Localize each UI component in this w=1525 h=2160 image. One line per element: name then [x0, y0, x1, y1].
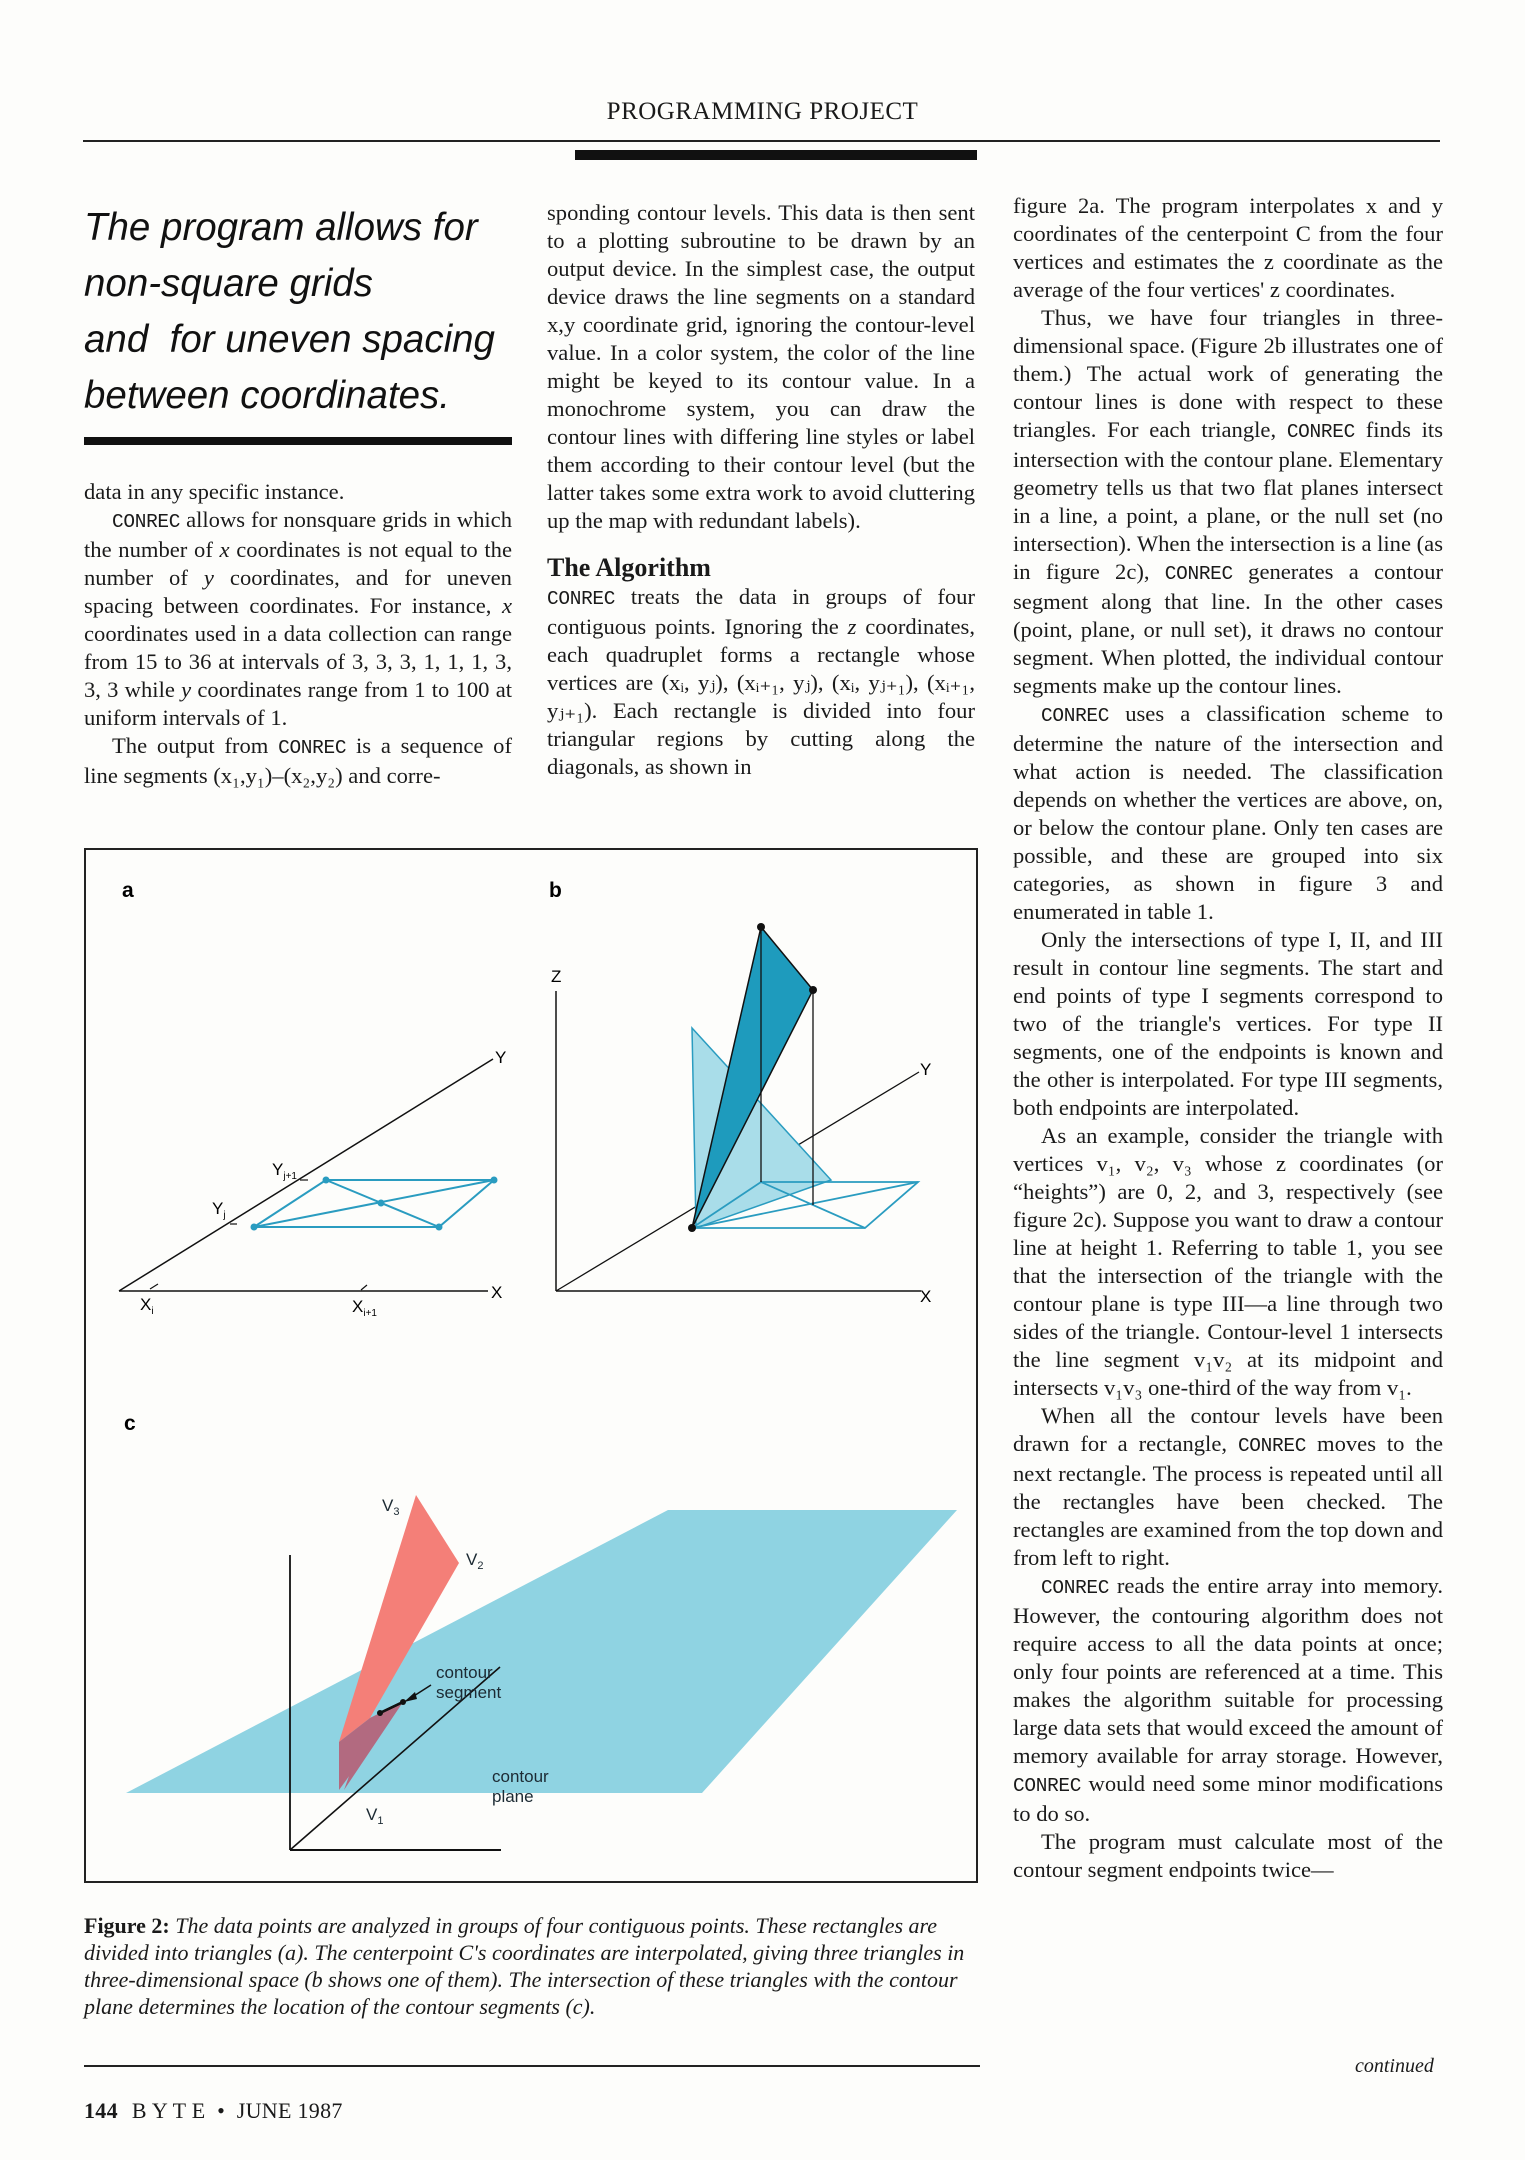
caption-label: Figure 2: [84, 1913, 170, 1938]
pullquote-line: non-square grids [84, 262, 373, 305]
paragraph: Thus, we have four triangles in three-dimensional space. (Figure 2b illustrates one of them.) The actual work of generating the contour lines is done with respect to these triangles. For each triangle, CONREC finds its intersection with the contour plane. Elementary geometry tells us that two flat planes intersect in a line, a point, a plane, or the null set (no intersection). When the intersection is a line (as in figure 2c), CONREC generates a contour segment along that line. In the other cases (point, plane, or null set), it draws no contour segment. When plotted, the individual contour segments make up the contour lines. [1013, 305, 1443, 698]
column-2 [547, 199, 975, 781]
tick-yj1: $Y_{j+1}$ [272, 1160, 297, 1182]
column-1 [84, 478, 512, 790]
code-conrec: CONREC [1041, 705, 1110, 727]
figure-2-diagrams [86, 850, 980, 1885]
section-heading: The Algorithm [547, 553, 711, 582]
panel-a-axis-y: Y [495, 1048, 507, 1067]
label-contour-segment-1: contour [436, 1663, 493, 1682]
publication-info: B Y T E • JUNE 1987 [131, 2098, 343, 2123]
code-conrec: CONREC [278, 737, 347, 759]
paragraph: figure 2a. The program interpolates x and y coordinates of the centerpoint C from the four vertices and estimates the z coordinate as the average of the four vertices' z coordinates. [1013, 193, 1443, 302]
label-contour-plane-2: plane [492, 1787, 534, 1806]
panel-b-axis-z: Z [551, 967, 562, 986]
paragraph: CONREC allows for nonsquare grids in which the number of x coordinates is not equal to the number of y coordinates, and for uneven spacing between coordinates. For instance, x coordinates used in a data collection can range from 15 to 36 at intervals of 3, 3, 3, 1, 1, 1, 3, 3, 3 while y coordinates range from 1 to 100 at uniform intervals of 1. [84, 507, 512, 730]
paragraph: As an example, consider the triangle with vertices v₁, v₂, v₃ whose z coordinates (or “heights”) are 0, 2, and 3, respectively (see figure 2c). Suppose you want to draw a contour line at height 1. Referring to table 1, you see that the intersection of the triangle with the contour plane is type III—a line through two sides of the triangle. Contour-level 1 intersects the line segment v₁v₂ at its midpoint and intersects v₁v₃ one-third of the way from v₁. [1013, 1123, 1443, 1400]
paragraph: The output from CONREC is a sequence of line segments (x₁,y₁)–(x₂,y₂) and corre- [84, 733, 513, 788]
panel-b [549, 879, 931, 1306]
code-conrec: CONREC [1013, 1775, 1082, 1797]
paragraph: CONREC treats the data in groups of four contiguous points. Ignoring the z coordinates, each quadruplet forms a rectangle whose vertices are (xᵢ, yⱼ), (xᵢ₊₁, yⱼ), (xᵢ, yⱼ₊₁), (xᵢ₊₁, yⱼ₊₁). Each rectangle is divided into four triangular regions by cutting along the diagonals, as shown in [547, 584, 975, 779]
paragraph: CONREC uses a classification scheme to determine the nature of the intersection and what action is needed. The classification depends on whether the vertices are above, on, or below the contour plane. Only ten cases are possible, and these are grouped into six categories, as shown in figure 3 and enumerated in table 1. [1013, 701, 1443, 924]
page-footer [84, 2098, 343, 2124]
panel-c-label: c [124, 1412, 136, 1435]
pullquote [84, 200, 504, 424]
panel-b-label: b [549, 879, 562, 902]
tick-xi: $X_i$ [140, 1295, 154, 1317]
panel-a-axis-x: X [491, 1283, 503, 1302]
code-conrec: CONREC [547, 588, 616, 610]
grid-rectangle [254, 1180, 494, 1227]
label-v1: $V_1$ [366, 1805, 384, 1827]
figure-caption [84, 1912, 984, 2020]
tick-yj: $Y_j$ [212, 1199, 226, 1221]
label-contour-plane-1: contour [492, 1767, 549, 1786]
panel-a [119, 879, 506, 1319]
paragraph: When all the contour levels have been drawn for a rectangle, CONREC moves to the next rectangle. The process is repeated until all the rectangles have been checked. The rectangles are examined from the top down and from left to right. [1013, 1403, 1443, 1570]
code-conrec: CONREC [112, 511, 181, 533]
pullquote-line: and for uneven spacing [84, 318, 495, 361]
pullquote-rule [84, 437, 512, 445]
panel-b-axis-y: Y [920, 1060, 932, 1079]
section-title: PROGRAMMING PROJECT [606, 98, 919, 125]
paragraph: data in any specific instance. [84, 479, 345, 504]
panel-b-axis-x: X [920, 1287, 932, 1306]
paragraph: Only the intersections of type I, II, and III result in contour line segments. The start and end points of type I segments correspond to two of the triangle's vertices. For type II segments, one of the endpoints is known and the other is interpolated. For type III segments, both endpoints are interpolated. [1013, 927, 1443, 1120]
header-bar [575, 150, 977, 160]
contour-plane [126, 1510, 957, 1793]
label-contour-segment-2: segment [436, 1683, 502, 1702]
caption-text: The data points are analyzed in groups of four contiguous points. These rectangles are divided into triangles (a). The centerpoint C's coordinates are interpolated, giving three triangles in three-dimensional space (b shows one of them). The intersection of these triangles with the contour plane determines the location of the contour segments (c). [84, 1913, 965, 2019]
pullquote-line: between coordinates. [84, 374, 450, 417]
code-conrec: CONREC [1237, 1435, 1307, 1457]
code-conrec: CONREC [1286, 421, 1355, 443]
code-conrec: CONREC [1164, 563, 1233, 585]
label-v2: $V_2$ [466, 1550, 484, 1572]
paragraph: sponding contour levels. This data is then sent to a plotting subroutine to be drawn by an output device. In the simplest case, the output device draws the line segments on a standard x,y coordinate grid, ignoring the contour-level value. In a color system, the color of the line might be keyed to its contour value. In a monochrome system, you can draw the contour lines with differing line styles or label them according to their contour level (but the latter takes some extra work to avoid cluttering up the map with redundant labels). [547, 200, 975, 533]
continued-label: continued [1355, 2055, 1434, 2077]
paragraph: The program must calculate most of the contour segment endpoints twice— [1013, 1829, 1443, 1882]
caption-rule [84, 2065, 980, 2067]
tick-xi1: $X_{i+1}$ [352, 1297, 377, 1319]
header-rule [83, 140, 1440, 142]
code-conrec: CONREC [1041, 1577, 1110, 1599]
page-number: 144 [84, 2098, 118, 2123]
panel-c [124, 1412, 957, 1850]
figure-2 [84, 848, 978, 1883]
panel-a-label: a [122, 879, 134, 902]
label-v3: $V_3$ [382, 1496, 400, 1518]
column-3 [1013, 192, 1443, 1884]
paragraph: CONREC reads the entire array into memory. However, the contouring algorithm does not require access to all the data points at once; only four points are referenced at a time. This makes the algorithm suitable for processing large data sets that would exceed the amount of memory available for array storage. However, CONREC would need some minor modifications to do so. [1013, 1573, 1443, 1826]
pullquote-line: The program allows for [84, 206, 478, 249]
